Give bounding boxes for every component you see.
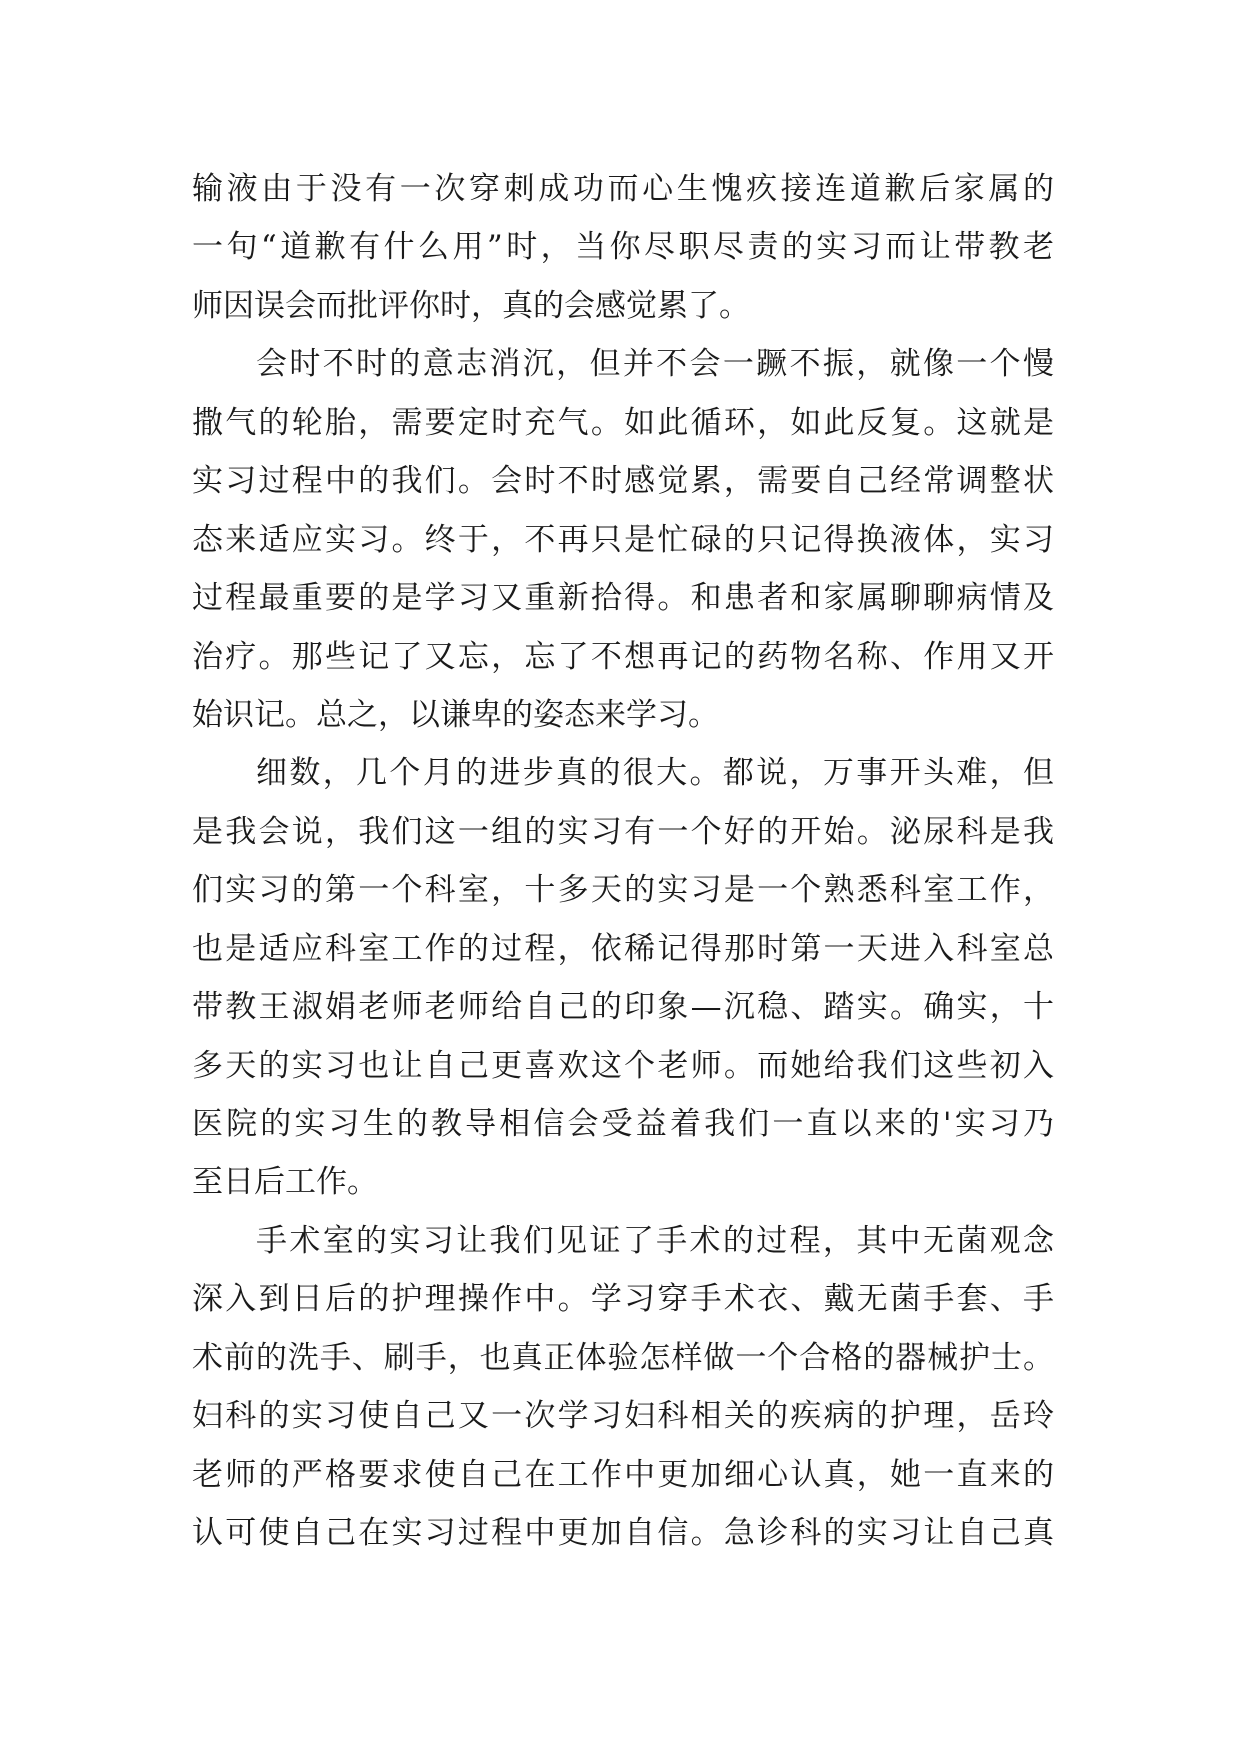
text-line: 过程最重要的是学习又重新拾得。和患者和家属聊聊病情及	[192, 580, 1054, 617]
text-line: 妇科的实习使自己又一次学习妇科相关的疾病的护理，岳玲	[192, 1398, 1054, 1435]
paragraph-first-line: 细数，几个月的进步真的很大。都说，万事开头难，但	[256, 755, 1054, 792]
text-line: 是我会说，我们这一组的实习有一个好的开始。泌尿科是我	[192, 813, 1054, 850]
text-line: 治疗。那些记了又忘，忘了不想再记的药物名称、作用又开	[192, 638, 1054, 675]
paragraph-first-line: 会时不时的意志消沉，但并不会一蹶不振，就像一个慢	[256, 346, 1054, 383]
text-line: 至日后工作。	[192, 1164, 378, 1201]
text-line: 老师的严格要求使自己在工作中更加细心认真，她一直来的	[192, 1456, 1054, 1493]
text-line: 一句“道歉有什么用”时，当你尽职尽责的实习而让带教老	[192, 229, 1054, 266]
document-body	[192, 160, 1054, 1563]
text-line: 态来适应实习。终于，不再只是忙碌的只记得换液体，实习	[192, 521, 1054, 558]
text-line: 始识记。总之，以谦卑的姿态来学习。	[192, 696, 719, 733]
text-line: 术前的洗手、刷手，也真正体验怎样做一个合格的器械护士。	[192, 1339, 1054, 1376]
text-line: 医院的实习生的教导相信会受益着我们一直以来的'实习乃	[192, 1106, 1054, 1142]
text-line: 实习过程中的我们。会时不时感觉累，需要自己经常调整状	[192, 463, 1054, 500]
paragraph-first-line: 手术室的实习让我们见证了手术的过程，其中无菌观念	[256, 1222, 1054, 1259]
text-line: 认可使自己在实习过程中更加自信。急诊科的实习让自己真	[192, 1515, 1054, 1552]
text-line: 们实习的第一个科室，十多天的实习是一个熟悉科室工作，	[192, 872, 1054, 909]
text-line: 撒气的轮胎，需要定时充气。如此循环，如此反复。这就是	[192, 404, 1054, 441]
text-line: 输液由于没有一次穿刺成功而心生愧疚接连道歉后家属的	[192, 171, 1054, 207]
text-line: 师因误会而批评你时，真的会感觉累了。	[192, 287, 750, 324]
text-line: 也是适应科室工作的过程，依稀记得那时第一天进入科室总	[192, 930, 1054, 967]
text-line: 多天的实习也让自己更喜欢这个老师。而她给我们这些初入	[192, 1047, 1054, 1084]
text-line: 带教王淑娟老师老师给自己的印象—沉稳、踏实。确实，十	[192, 989, 1054, 1026]
text-line: 深入到日后的护理操作中。学习穿手术衣、戴无菌手套、手	[192, 1281, 1054, 1318]
